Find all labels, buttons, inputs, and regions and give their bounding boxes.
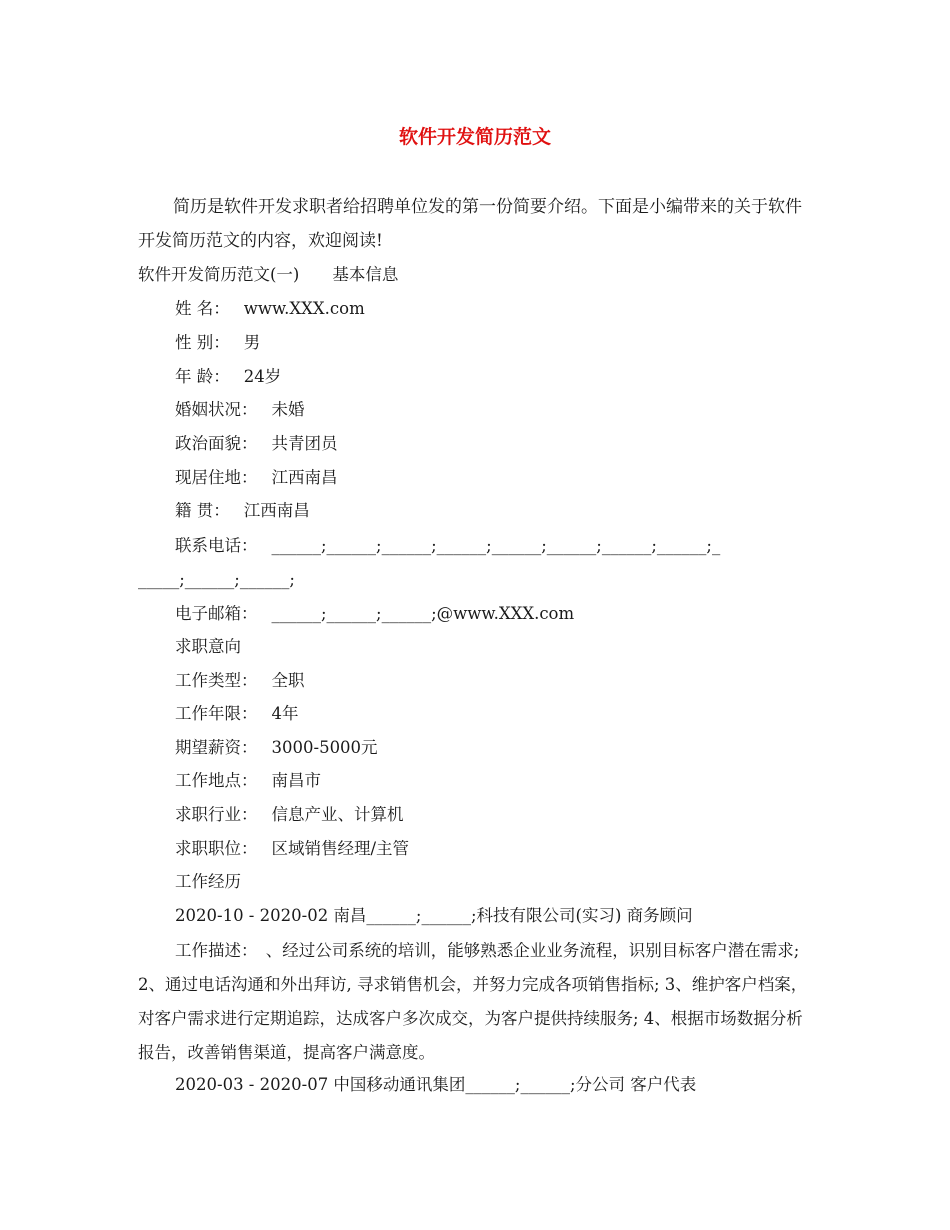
phone-continuation: _____;______;______;	[138, 570, 295, 589]
info-label: 姓 名：	[175, 299, 230, 318]
info-label: 求职职位：	[175, 839, 258, 858]
info-value: 信息产业、计算机	[271, 805, 404, 824]
info-row-name	[175, 298, 365, 320]
info-value: 未婚	[271, 400, 305, 419]
experience-period-2: 2020-03 - 2020-07 中国移动通讯集团______;______;分公司 客户代表	[175, 1075, 697, 1094]
email-value: ______;______;______;@www.XXX.com	[271, 604, 575, 623]
intent-row-location	[175, 770, 321, 792]
info-value: 24岁	[243, 367, 282, 386]
info-label: 现居住地：	[175, 468, 258, 487]
info-label: 政治面貌：	[175, 434, 258, 453]
info-label: 籍 贯：	[175, 501, 230, 520]
info-row-marital	[175, 399, 305, 421]
info-label: 电子邮箱：	[175, 604, 258, 623]
info-label: 工作类型：	[175, 671, 258, 690]
info-label: 工作年限：	[175, 704, 258, 723]
info-value: 全职	[271, 671, 305, 690]
document-title: 软件开发简历范文	[398, 126, 551, 148]
info-value: 南昌市	[271, 771, 321, 790]
info-value: www.XXX.com	[243, 299, 365, 318]
info-label: 求职行业：	[175, 805, 258, 824]
intent-row-type	[175, 670, 305, 692]
intent-row-position	[175, 838, 409, 860]
info-value: 4年	[271, 704, 299, 723]
info-value: 共青团员	[271, 434, 338, 453]
section-heading: 软件开发简历范文(一) 基本信息	[138, 265, 399, 284]
info-row-political	[175, 433, 338, 455]
info-row-origin	[175, 500, 310, 522]
intent-row-industry	[175, 804, 404, 826]
experience-description: 工作描述： 、经过公司系统的培训，能够熟悉企业业务流程，识别目标客户潜在需求; 2、通过电话沟通和外出拜访, 寻求销售机会，并努力完成各项销售指标; 3、维护客户档案，对客户需求进行定期追踪，达成客户多次成交，为客户提供持续服务; 4、根据市场数据分析报告，改善销售渠道，提高客户满意度。	[138, 941, 808, 1062]
info-label: 年 龄：	[175, 367, 230, 386]
info-label: 工作地点：	[175, 771, 258, 790]
info-value: 江西南昌	[271, 468, 338, 487]
info-row-email	[175, 603, 574, 625]
info-label: 联系电话：	[175, 536, 258, 555]
info-label: 性 别：	[175, 333, 230, 352]
experience-period-1: 2020-10 - 2020-02 南昌______;______;科技有限公司(实习) 商务顾问	[175, 906, 693, 925]
info-value: 男	[243, 333, 261, 352]
intro-paragraph: 简历是软件开发求职者给招聘单位发的第一份简要介绍。下面是小编带来的关于软件开发简历范文的内容，欢迎阅读!	[138, 197, 802, 251]
info-row-gender	[175, 332, 260, 354]
info-row-residence	[175, 467, 338, 489]
info-label: 期望薪资：	[175, 738, 258, 757]
experience-heading: 工作经历	[175, 872, 241, 891]
info-value: 区域销售经理/主管	[271, 839, 410, 858]
info-row-phone	[175, 535, 720, 557]
job-intent-heading: 求职意向	[175, 637, 241, 656]
info-value: 江西南昌	[243, 501, 310, 520]
intent-row-salary	[175, 737, 378, 759]
info-value: 3000-5000元	[271, 738, 378, 757]
phone-value: ______;______;______;______;______;______;______;______;_	[271, 536, 721, 555]
info-row-age	[175, 366, 281, 388]
info-label: 婚姻状况：	[175, 400, 258, 419]
intent-row-years	[175, 703, 299, 725]
